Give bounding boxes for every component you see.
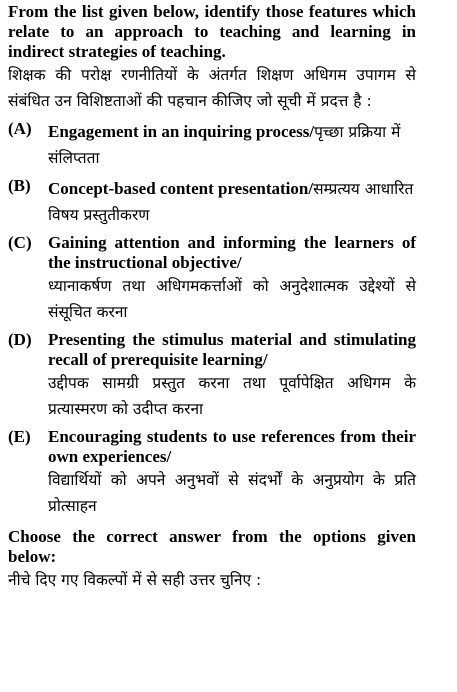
question-block <box>8 2 416 114</box>
option-text-english: Engagement in an inquiring process/ <box>48 122 315 141</box>
option-text-hindi: उद्दीपक सामग्री प्रस्तुत करना तथा पूर्वापेक्षित अधिगम के प्रत्यास्मरण को उदीप्त करना <box>48 374 416 418</box>
instruction-text-english: Choose the correct answer from the options given below: <box>8 527 416 566</box>
option-text-english: Presenting the stimulus material and stimulating recall of prerequisite learning/ <box>48 330 416 369</box>
instruction-block <box>8 527 416 593</box>
option-label: (E) <box>8 427 31 446</box>
option-text-hindi: सम्प्रत्यय आधारित विषय प्रस्तुतीकरण <box>48 180 414 224</box>
option-b <box>8 176 416 228</box>
option-e <box>8 427 416 519</box>
option-text-english: Concept-based content presentation/ <box>48 179 314 198</box>
option-label: (B) <box>8 176 31 195</box>
question-text-english: From the list given below, identify those features which relate to an approach to teaching and learning in indirect strategies of teaching. <box>8 2 416 61</box>
option-text-english: Encouraging students to use references from their own experiences/ <box>48 427 416 466</box>
option-label: (A) <box>8 119 32 138</box>
option-text-hindi: ध्यानाकर्षण तथा अधिगमकर्त्ताओं को अनुदेशात्मक उद्देश्यों से संसूचित करना <box>48 277 416 321</box>
option-text-hindi: पृच्छा प्रक्रिया में संलिप्तता <box>48 123 401 167</box>
question-text-hindi: शिक्षक की परोक्ष रणनीतियों के अंतर्गत शिक्षण अधिगम उपागम से संबंधित उन विशिष्टताओं की पहचान कीजिए जो सूची में प्रदत्त है : <box>8 66 416 110</box>
question-page <box>8 2 416 593</box>
option-text-hindi: विद्यार्थियों को अपने अनुभवों से संदर्भों के अनुप्रयोग के प्रति प्रोत्साहन <box>48 471 416 515</box>
instruction-text-hindi: नीचे दिए गए विकल्पों में से सही उत्तर चुनिए : <box>8 571 262 589</box>
option-label: (C) <box>8 233 32 252</box>
option-label: (D) <box>8 330 32 349</box>
option-a <box>8 119 416 171</box>
option-text-english: Gaining attention and informing the learners of the instructional objective/ <box>48 233 416 272</box>
option-d <box>8 330 416 422</box>
option-c <box>8 233 416 325</box>
